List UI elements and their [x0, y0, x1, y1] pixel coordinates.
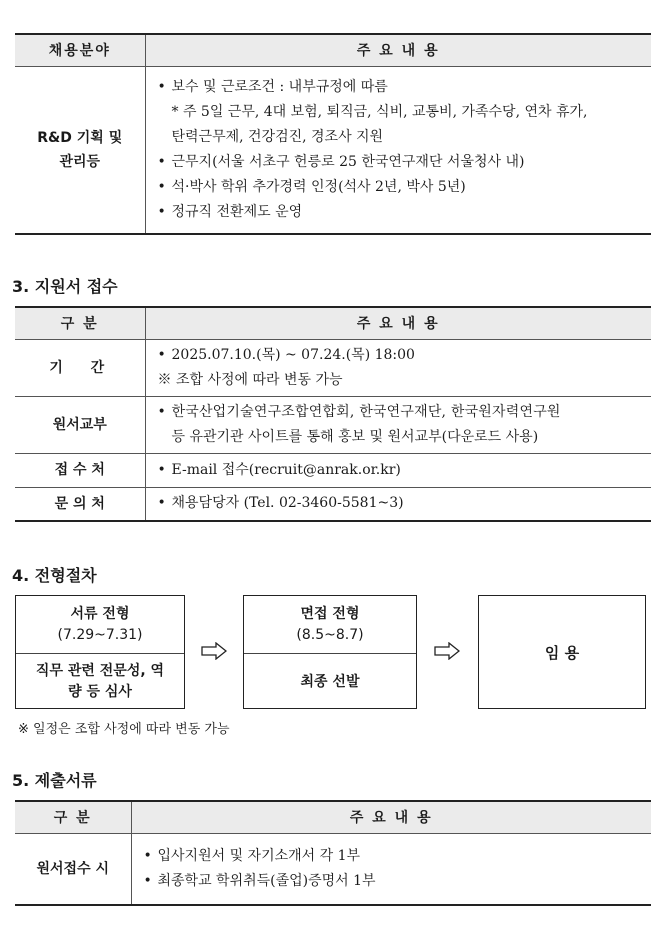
- section-title: 5. 제출서류: [12, 771, 97, 790]
- recruitment-field-table: [15, 33, 651, 235]
- submission-content: [145, 453, 651, 487]
- documents-label: 원서접수 시: [15, 833, 131, 905]
- list-item: • 근무지(서울 서초구 헌릉로 25 한국연구재단 서울청사 내): [158, 150, 644, 175]
- submission-email: • E-mail 접수(recruit@anrak.or.kr): [158, 458, 644, 483]
- contact-label: 문 의 처: [15, 487, 145, 521]
- header-content: 주 요 내 용: [145, 34, 651, 66]
- distribution-content: [145, 396, 651, 453]
- arrow-right-icon: [434, 642, 460, 660]
- period-label: 기 간: [15, 339, 145, 396]
- step-title: 서류 전형: [70, 606, 130, 622]
- arrow-right-icon: [201, 642, 227, 660]
- step-date: (7.29~7.31): [57, 627, 143, 643]
- step-title: 면접 전형: [300, 606, 360, 622]
- documents-content: [131, 833, 651, 905]
- step-date: (8.5~8.7): [296, 627, 364, 643]
- contact-phone: • 채용담당자 (Tel. 02-3460-5581~3): [158, 491, 644, 516]
- header-content: 주 요 내 용: [131, 801, 651, 833]
- field-content: [145, 66, 651, 234]
- period-date: • 2025.07.10.(목) ~ 07.24.(목) 18:00: [158, 343, 644, 368]
- application-table: [15, 306, 651, 522]
- contact-content: [145, 487, 651, 521]
- section-title: 4. 전형절차: [12, 566, 97, 585]
- list-item: • 석·박사 학위 추가경력 인정(석사 2년, 박사 5년): [158, 175, 644, 200]
- section-title: 3. 지원서 접수: [12, 277, 118, 296]
- header-category: 구 분: [15, 801, 131, 833]
- benefits-note-cont: 탄력근무제, 건강검진, 경조사 지원: [171, 128, 384, 145]
- process-step-interview: [243, 595, 417, 709]
- field-category: R&D 기획 및 관리등: [15, 66, 145, 234]
- process-step-document: [15, 595, 185, 709]
- submission-label: 접 수 처: [15, 453, 145, 487]
- period-note: ※ 조합 사정에 따라 변동 가능: [157, 371, 343, 388]
- list-item: • 정규직 전환제도 운영: [158, 200, 644, 225]
- benefits-note: * 주 5일 근무, 4대 보험, 퇴직금, 식비, 교통비, 가족수당, 연차 휴가,: [171, 103, 588, 120]
- list-item: • 보수 및 근로조건 : 내부규정에 따름: [158, 75, 644, 100]
- step-detail: 최종 선발: [300, 673, 360, 690]
- header-field: 채용분야: [15, 34, 145, 66]
- header-content: 주 요 내 용: [145, 307, 651, 339]
- distribution-line-cont: 등 유관기관 사이트를 통해 홍보 및 원서교부(다운로드 사용): [171, 428, 539, 445]
- header-category: 구 분: [15, 307, 145, 339]
- process-step-hire: [478, 595, 646, 709]
- list-item: • 입사지원서 및 자기소개서 각 1부: [144, 844, 644, 869]
- period-content: [145, 339, 651, 396]
- documents-table: [15, 800, 651, 906]
- distribution-label: 원서교부: [15, 396, 145, 453]
- list-item: • 최종학교 학위취득(졸업)증명서 1부: [144, 869, 644, 894]
- schedule-note: ※ 일정은 조합 사정에 따라 변동 가능: [18, 722, 230, 737]
- step-title: 임 용: [544, 643, 580, 662]
- distribution-line: • 한국산업기술연구조합연합회, 한국연구재단, 한국원자력연구원: [158, 400, 644, 425]
- step-detail: 직무 관련 전문성, 역량 등 심사: [35, 663, 165, 700]
